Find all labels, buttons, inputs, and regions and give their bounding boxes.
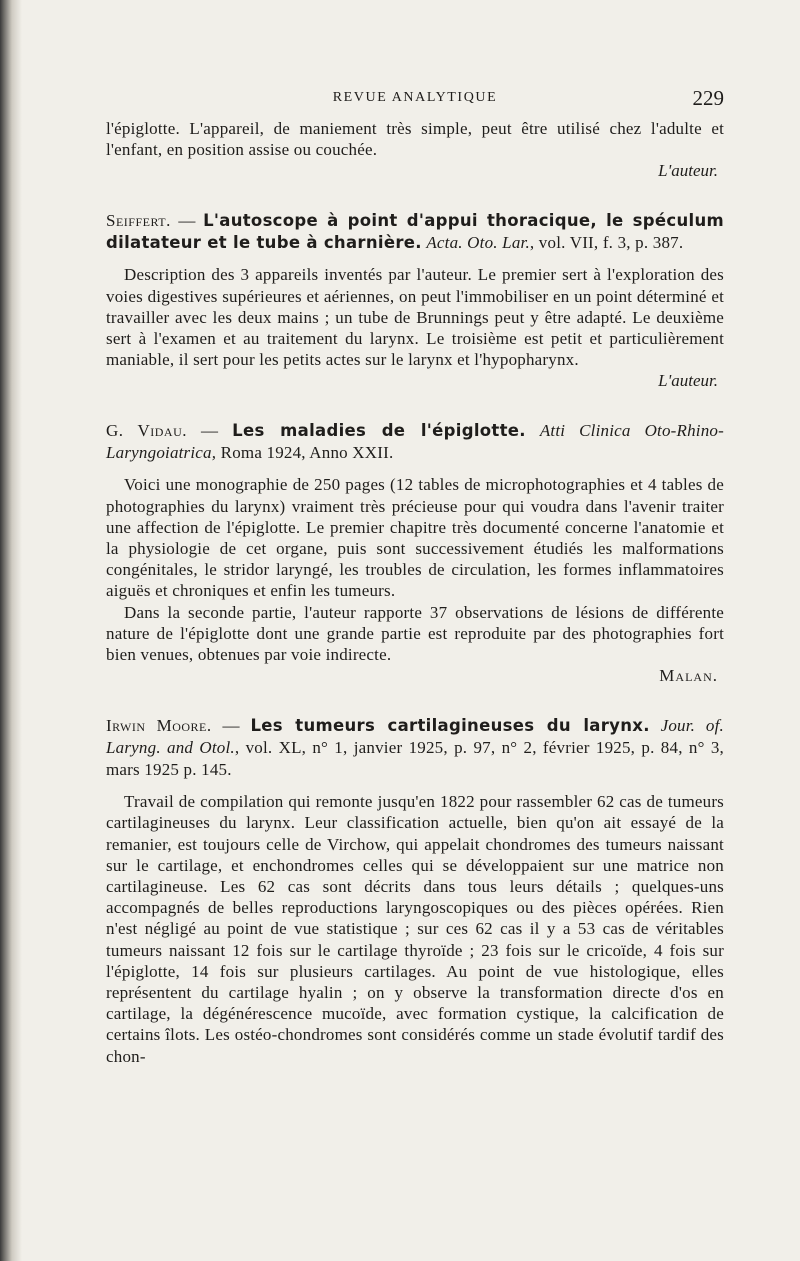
- review-dash: —: [170, 211, 204, 231]
- running-title: REVUE ANALYTIQUE: [332, 90, 498, 105]
- review-author: Irwin Moore.: [106, 716, 212, 736]
- page-number: 229: [692, 86, 724, 110]
- review-signature: L'auteur.: [658, 371, 718, 391]
- review-citation: Roma 1924, Anno XXII.: [216, 443, 394, 463]
- review-signature: Malan.: [659, 666, 718, 686]
- review-citation: , vol. VII, f. 3, p. 387.: [529, 233, 684, 253]
- review-seiffert: [106, 210, 724, 392]
- review-title: L'autoscope à point d'appui thoracique, le spéculum dilatateur et le tube à charnière.: [106, 211, 725, 253]
- review-journal: Acta. Oto. Lar.: [426, 233, 530, 253]
- review-vidau: [106, 420, 724, 687]
- running-header: [106, 86, 724, 118]
- review-title: Les maladies de l'épiglotte.: [232, 421, 526, 441]
- review-paragraph: Dans la seconde partie, l'auteur rapporte 37 observations de lésions de différente nature de l'épiglotte dont une grande partie est reproduite par des photographies fort bien venues, obtenues par voie indirecte.: [106, 602, 724, 665]
- page-binding-edge: [0, 0, 22, 1261]
- review-journal: Jour. of. Laryng. and Otol.: [106, 716, 724, 758]
- review-author: G. Vidau.: [106, 421, 188, 441]
- page-column: [106, 86, 724, 1067]
- review-heading: [106, 715, 724, 781]
- review-dash: —: [187, 421, 233, 441]
- review-paragraph: Description des 3 appareils inventés par l'auteur. Le premier sert à l'exploration des voies digestives supérieures et aériennes, on peut l'immobiliser en un point déterminé et travailler avec les deux mains ; un tube de Brunnings peut y être adapté. Le deuxième sert à l'examen et au traitement du larynx. Le troisième est petit et particulièrement maniable, il sert pour les petits actes sur le larynx et l'hypopharynx.: [106, 265, 724, 370]
- review-heading: [106, 420, 724, 464]
- review-dash: —: [211, 716, 251, 736]
- review-irwin-moore: [106, 715, 724, 1067]
- review-heading: [106, 210, 724, 254]
- review-title: Les tumeurs cartilagineuses du larynx.: [250, 716, 650, 736]
- review-paragraph: Voici une monographie de 250 pages (12 tables de microphotographies et 4 tables de photographies du larynx) vraiment très précieuse pour qui voudra dans l'avenir traiter une affection de l'épiglotte. Le premier chapitre très documenté concerne l'anatomie et la physiologie de cet organe, puis sont successivement étudiés les malformations congénitales, le stridor laryngé, les troubles de circulation, les formes inflammatoires aiguës et chroniques et enfin les tumeurs.: [106, 475, 724, 601]
- review-author: Seiffert.: [106, 211, 171, 231]
- review-journal: Atti Clinica Oto-Rhino-Laryngoiatrica,: [106, 421, 724, 463]
- review-citation: , vol. XL, n° 1, janvier 1925, p. 97, n° 2, février 1925, p. 84, n° 3, mars 1925 p. 145.: [106, 738, 724, 780]
- review-paragraph: Travail de compilation qui remonte jusqu'en 1822 pour rassembler 62 cas de tumeurs cartilagineuses du larynx. Leur classification actuelle, bien qu'on ait essayé de la remanier, est toujours celle de Virchow, qui appelait chondromes des tumeurs naissant sur le cartilage, et enchondromes celles qui se développaient sur une matrice non cartilagineuse. Les 62 cas sont décrits dans tous leurs détails ; quelques-uns accompagnés de belles reproductions laryngoscopiques ou des pièces opérées. Rien n'est négligé au point de vue statistique ; sur ces 62 cas il y a 53 cas de véritables tumeurs naissant 12 fois sur le cartilage thyroïde ; 23 fois sur le cricoïde, 4 fois sur l'épiglotte, 14 fois sur plusieurs cartilages. Au point de vue histologique, elles représentent du cartilage hyalin ; on y observe la transformation directe d'os en cartilage, la dégénérescence mucoïde, avec formation cystique, la calcification de certains îlots. Les ostéo-chondromes sont considérés comme un stade évolutif tardif des chon-: [106, 792, 724, 1066]
- continuation-signature: L'auteur.: [658, 161, 718, 181]
- continuation-paragraph: l'épiglotte. L'appareil, de maniement très simple, peut être utilisé chez l'adulte et l'enfant, en position assise ou couchée.: [106, 119, 724, 160]
